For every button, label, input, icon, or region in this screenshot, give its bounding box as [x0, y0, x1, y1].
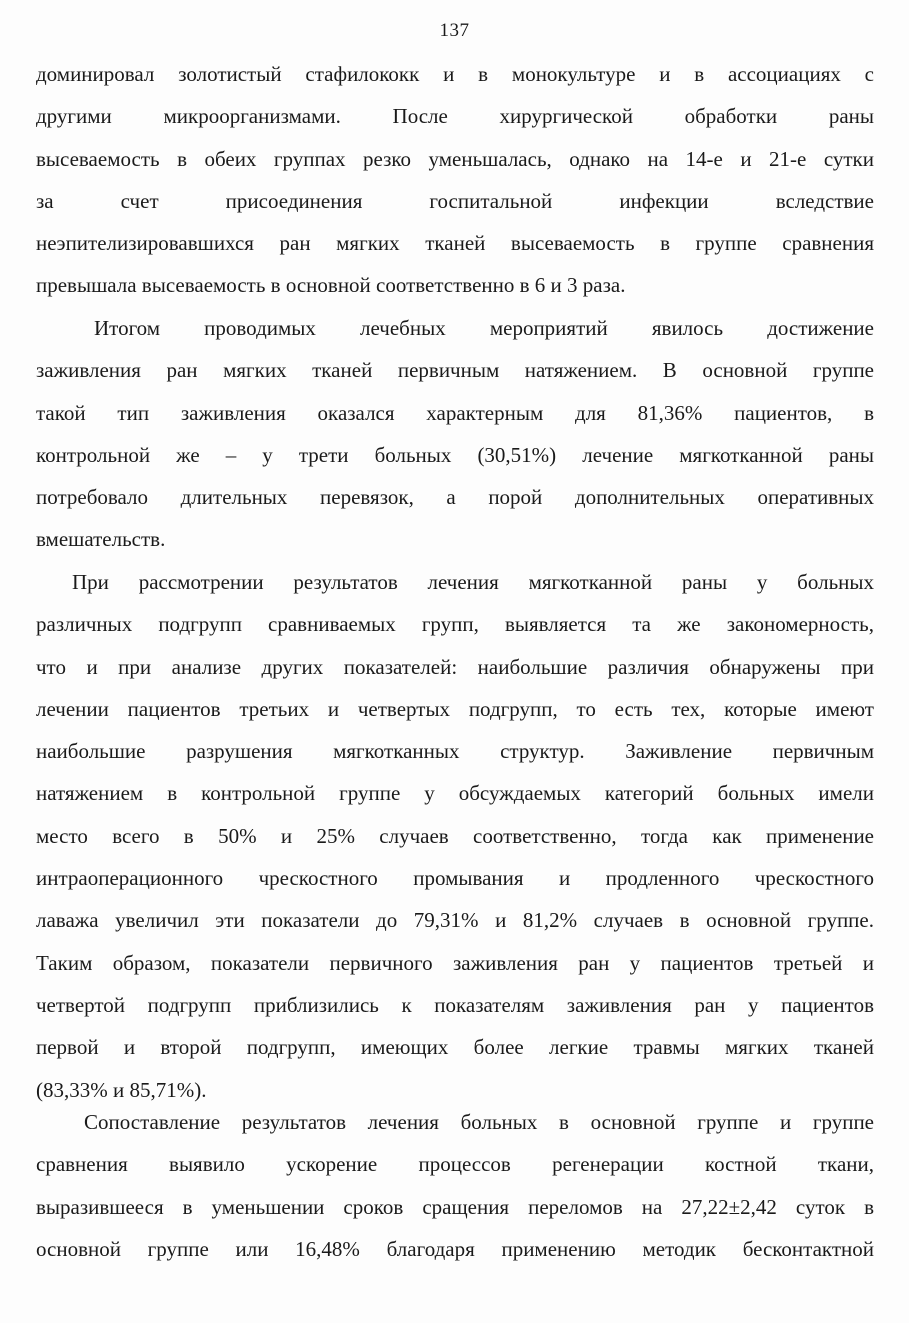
text-line: превышала высеваемость в основной соответственно в 6 и 3 раза.: [36, 273, 626, 298]
text-line: за счет присоединения госпитальной инфекции вследствие: [36, 188, 874, 213]
text-line: сравнения выявило ускорение процессов регенерации костной ткани,: [36, 1152, 874, 1177]
text-line: лечении пациентов третьих и четвертых подгрупп, то есть тех, которые имеют: [36, 696, 874, 721]
text-line: Таким образом, показатели первичного заживления ран у пациентов третьей и: [36, 950, 874, 975]
text-line: Итогом проводимых лечебных мероприятий явилось достижение: [94, 316, 874, 340]
text-line: первой и второй подгрупп, имеющих более легкие травмы мягких тканей: [36, 1035, 874, 1060]
text-line: доминировал золотистый стафилококк и в монокультуре и в ассоциациях с: [36, 62, 874, 86]
text-line: различных подгрупп сравниваемых групп, выявляется та же закономерность,: [36, 612, 874, 637]
text-line: (83,33% и 85,71%).: [36, 1077, 207, 1102]
text-line: высеваемость в обеих группах резко уменьшалась, однако на 14-е и 21-е сутки: [36, 146, 874, 171]
text-line: неэпителизировавшихся ран мягких тканей высеваемость в группе сравнения: [36, 231, 874, 256]
text-line: потребовало длительных перевязок, а порой дополнительных оперативных: [36, 485, 874, 510]
text-line: При рассмотрении результатов лечения мягкотканной раны у больных: [72, 570, 874, 594]
paragraph-3: [36, 561, 874, 1111]
text-line: четвертой подгрупп приблизились к показателям заживления ран у пациентов: [36, 992, 874, 1017]
text-line: Сопоставление результатов лечения больных в основной группе и группе: [84, 1110, 874, 1134]
text-line: натяжением в контрольной группе у обсуждаемых категорий больных имели: [36, 781, 874, 806]
text-line: контрольной же – у трети больных (30,51%) лечение мягкотканной раны: [36, 442, 874, 467]
text-line: вмешательств.: [36, 527, 166, 552]
paragraph-2: [36, 307, 874, 561]
text-line: такой тип заживления оказался характерным для 81,36% пациентов, в: [36, 400, 874, 425]
paragraph-1: [36, 53, 874, 307]
text-line: интраоперационного чрескостного промывания и продленного чрескостного: [36, 866, 874, 891]
paragraph-4: [36, 1101, 874, 1270]
text-line: лаважа увеличил эти показатели до 79,31% и 81,2% случаев в основной группе.: [36, 908, 874, 933]
text-line: другими микроорганизмами. После хирургической обработки раны: [36, 104, 874, 129]
text-line: выразившееся в уменьшении сроков сращения переломов на 27,22±2,42 суток в: [36, 1194, 874, 1219]
text-line: основной группе или 16,48% благодаря применению методик бесконтактной: [36, 1236, 874, 1261]
text-line: наибольшие разрушения мягкотканных структур. Заживление первичным: [36, 739, 874, 764]
text-line: что и при анализе других показателей: наибольшие различия обнаружены при: [36, 654, 874, 679]
page-number: 137: [439, 20, 470, 41]
text-line: место всего в 50% и 25% случаев соответственно, тогда как применение: [36, 823, 874, 848]
text-line: заживления ран мягких тканей первичным натяжением. В основной группе: [36, 358, 874, 383]
